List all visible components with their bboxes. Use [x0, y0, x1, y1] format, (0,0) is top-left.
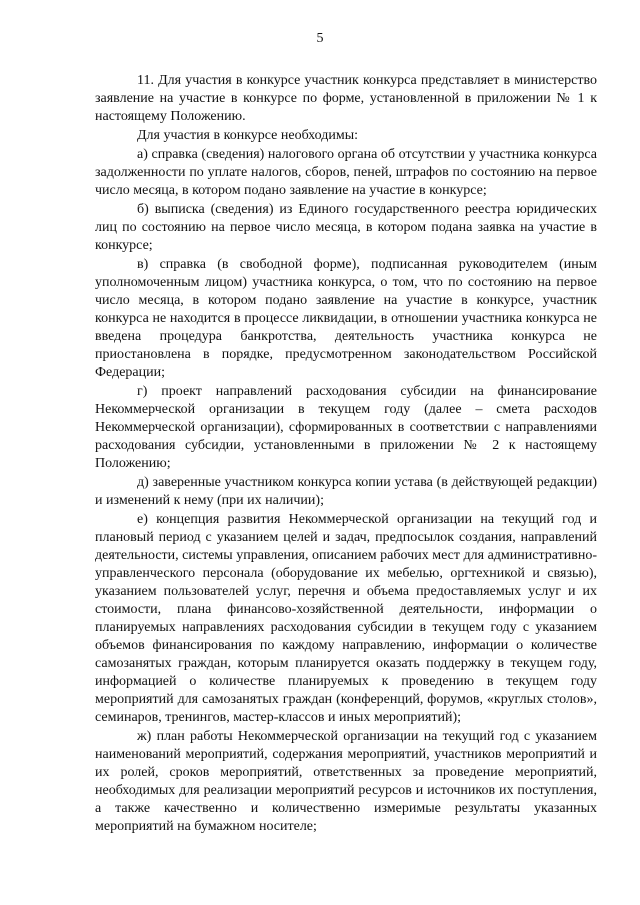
paragraph-subitem-a: а) справка (сведения) налогового органа об отсутствии у участника конкурса задолженности по уплате налогов, сборов, пеней, штрафов по состоянию на первое число месяца, в котором подано заявление на участие в конкурсе;: [95, 147, 597, 198]
paragraph-subitem-zh: ж) план работы Некоммерческой организации на текущий год с указанием наименований мероприятий, содержания мероприятий, участников мероприятий и их ролей, сроков мероприятий, ответственных за проведение мероприятий, необходимых для реализации мероприятий ресурсов и источников их поступления, а также качественно и количественно измеримые результаты указанных мероприятий на бумажном носителе;: [95, 729, 597, 834]
paragraph-subitem-b: б) выписка (сведения) из Единого государственного реестра юридических лиц по состоянию на первое число месяца, в котором подана заявка на участие в конкурсе;: [95, 202, 597, 253]
paragraph-item-11: 11. Для участия в конкурсе участник конкурса представляет в министерство заявление на участие в конкурсе по форме, установленной в приложении № 1 к настоящему Положению.: [95, 73, 597, 124]
paragraph-subitem-d: д) заверенные участником конкурса копии устава (в действующей редакции) и изменений к нему (при их наличии);: [95, 475, 597, 508]
paragraph-subitem-v: в) справка (в свободной форме), подписанная руководителем (иным уполномоченным лицом) участника конкурса, о том, что по состоянию на первое число месяца, в котором подано заявление на участие в конкурсе, участник конкурса не находится в процессе ликвидации, в отношении участника конкурса не введена процедура банкротства, деятельность участника конкурса не приостановлена в порядке, предусмотренном законодательством Российской Федерации;: [95, 257, 597, 380]
page-number: 5: [316, 31, 324, 46]
paragraph-subitem-e: е) концепция развития Некоммерческой организации на текущий год и плановый период с указанием целей и задач, предпосылок создания, направлений деятельности, системы управления, описанием рабочих мест для административно-управленческого персонала (оборудование их мебелью, оргтехникой и связью), указанием пользователей услуг, перечня и объема предоставляемых услуг и их стоимости, плана финансово-хозяйственной деятельности, информации о планируемых направлениях расходования субсидии в текущем году с указанием объемов финансирования по каждому направлению, информации о количестве самозанятых граждан, которым планируется оказать поддержку в текущем году, информацией о количестве планируемых к проведению в текущем году мероприятий для самозанятых граждан (конференций, форумов, «круглых столов», семинаров, тренингов, мастер-классов и иных мероприятий);: [95, 512, 597, 725]
paragraph-subitem-g: г) проект направлений расходования субсидии на финансирование Некоммерческой организации в текущем году (далее – смета расходов Некоммерческой организации), сформированных в соответствии с направлениями расходования субсидии, установленными в приложении № 2 к настоящему Положению;: [95, 384, 597, 471]
paragraph-requirements-intro: Для участия в конкурсе необходимы:: [137, 128, 359, 143]
document-body: [95, 72, 597, 837]
